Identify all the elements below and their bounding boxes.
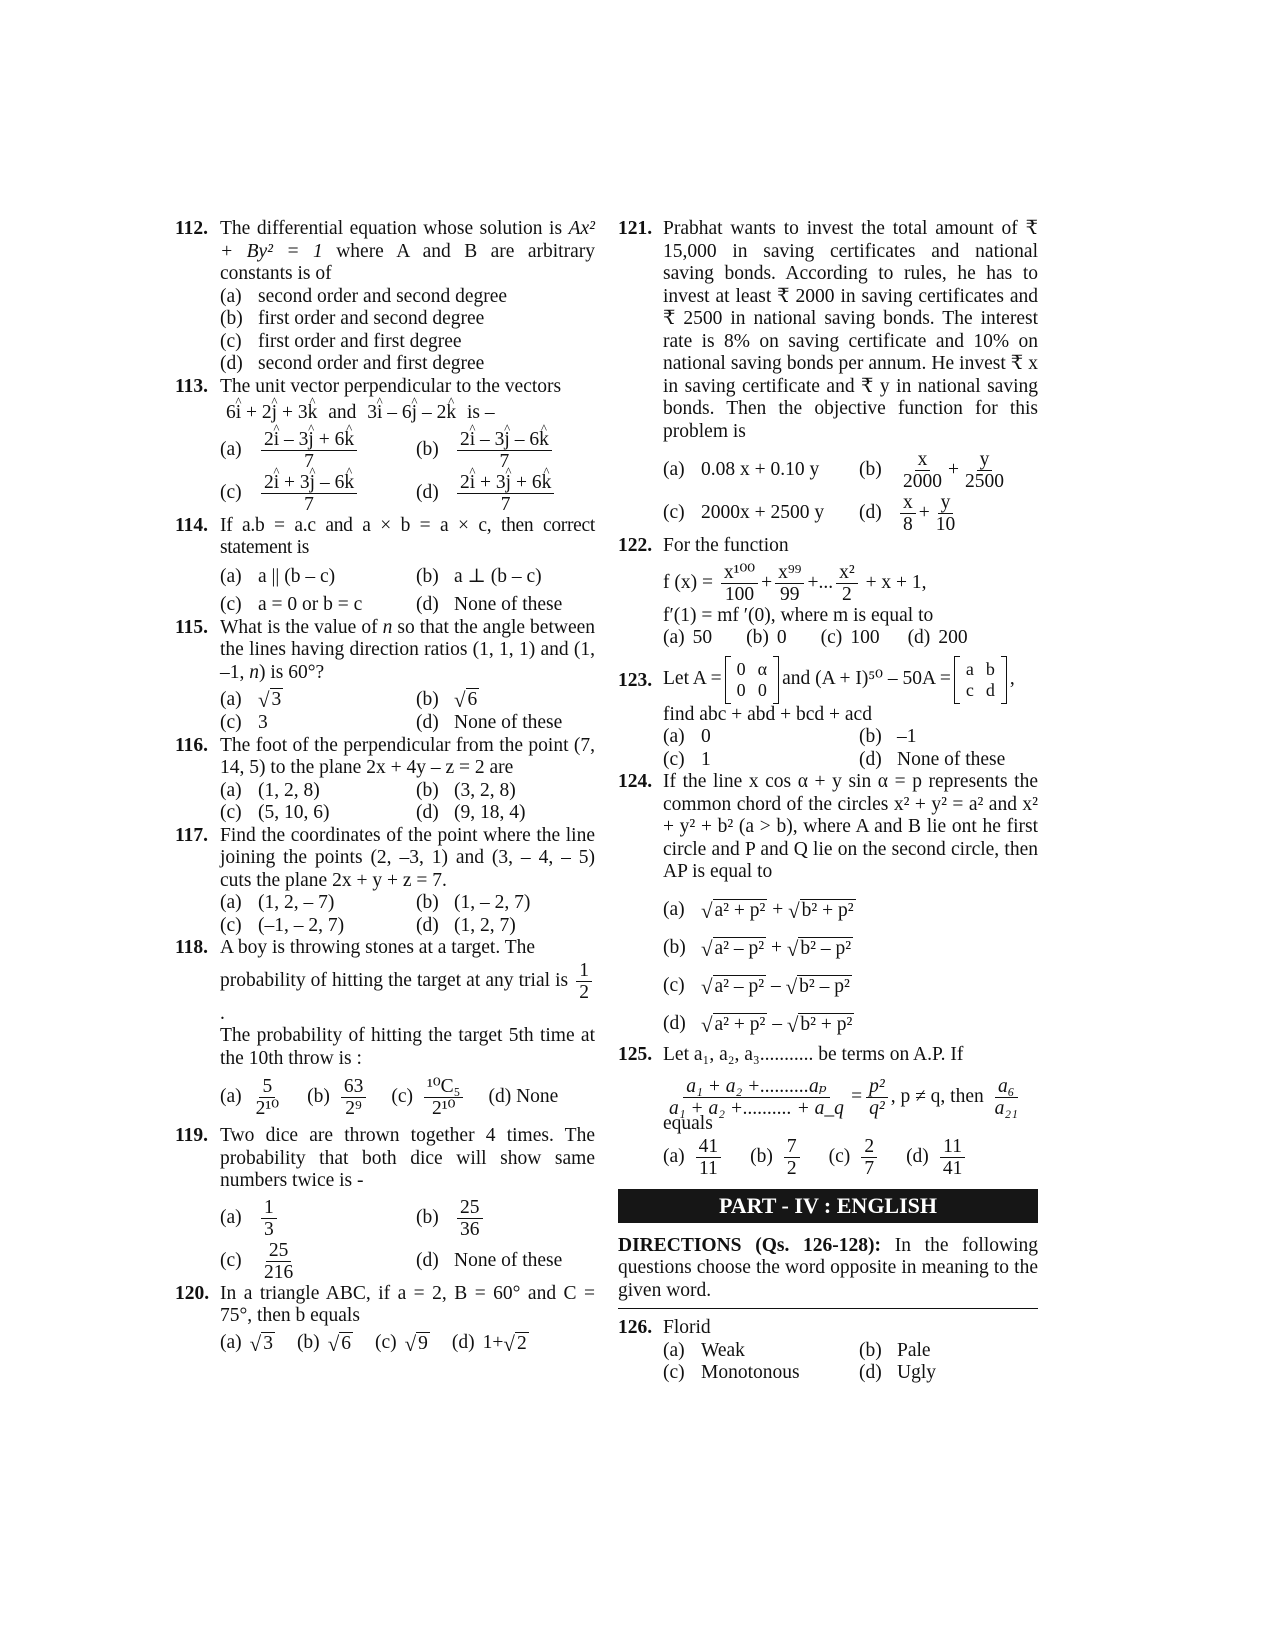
fraction: $\frac{2i \^{} - 3j \^{} - 6k \^{}}{7}$ xyxy=(457,429,552,472)
question-118 xyxy=(175,937,595,1119)
option[interactable]: (d) (9, 18, 4) xyxy=(416,802,526,823)
option[interactable]: (d) $\frac{x}{8}$ + $\frac{y}{10}$ xyxy=(859,492,1038,535)
option[interactable]: (b) √ 6 xyxy=(416,688,478,712)
option[interactable]: (c) a = 0 or b = c xyxy=(220,594,363,615)
fraction: $\frac{\text{¹⁰C₅}}{\text{2¹⁰}}$ xyxy=(424,1076,463,1119)
question-number: 124. xyxy=(618,771,653,792)
question-stem: The probability of hitting the target 5th time at the 10th throw is : xyxy=(220,1025,595,1069)
question-number: 115. xyxy=(175,616,209,638)
option[interactable]: (b) √ 6 xyxy=(296,1331,351,1356)
option[interactable]: (c) √ 9 xyxy=(374,1331,428,1356)
square-root: √ 3 xyxy=(258,688,282,712)
directions: DIRECTIONS (Qs. 126-128): In the following questions choose the word opposite in meaning to the given word. xyxy=(618,1234,1039,1301)
question-number: 116. xyxy=(175,734,209,756)
options-row xyxy=(220,1332,595,1356)
question-stem: Let a₁, a₂, a₃........... be terms on A.P. If xyxy=(663,1043,964,1065)
matrix-equation: Let A = 0 α 0 0 and (A + I)⁵⁰ – 50A = a b c d , xyxy=(663,656,1038,704)
square-root: √ 9 xyxy=(404,1331,428,1356)
fraction: $\frac{63}{\text{2⁹}}$ xyxy=(341,1076,367,1119)
option[interactable]: (c) 1 xyxy=(663,748,711,770)
question-113 xyxy=(175,376,595,515)
options-grid xyxy=(220,892,595,937)
question-116 xyxy=(175,735,595,825)
question-number: 121. xyxy=(618,218,653,239)
question-stem: f′(1) = mf ′(0), where m is equal to xyxy=(663,604,934,626)
question-stem: Florid xyxy=(663,1317,711,1338)
option[interactable]: (a) √ a² + p² + √ b² + p² xyxy=(663,898,854,923)
options-row xyxy=(663,1136,1038,1179)
question-stem: If the line x cos α + y sin α = p represents the common chord of the circles x² + y² = a² and x² + y² + b² (a > b), where A and B lie ont he first circle and P and Q lie on the second circle, then AP is equal to xyxy=(663,771,1038,882)
option[interactable]: (c) Monotonous xyxy=(663,1362,800,1383)
option[interactable]: (d) second order and first degree xyxy=(220,353,485,374)
question-120 xyxy=(175,1283,595,1356)
vector-pair: 6i ^ + 2j ^ + 3k ^ and 3i ^ – 6j ^ – 2k ^ is – xyxy=(226,402,595,425)
option[interactable]: (b) (1, – 2, 7) xyxy=(416,892,531,913)
left-column xyxy=(175,218,595,1356)
question-number: 112. xyxy=(175,218,209,239)
option[interactable]: (d) $\frac{11}{41}$ xyxy=(906,1136,968,1179)
question-121 xyxy=(618,218,1038,535)
option[interactable]: (b) $\frac{2i \^{} - 3j \^{} - 6k \^{}}{7}$ xyxy=(416,429,595,472)
option[interactable]: (a) 0.08 x + 0.10 y xyxy=(663,459,820,481)
question-stem: equals xyxy=(663,1113,713,1134)
equation: Ax² + By² = 1 xyxy=(220,218,595,262)
fraction: $\frac{1}{3}$ xyxy=(261,1197,277,1240)
option[interactable]: (b) –1 xyxy=(859,726,917,747)
option[interactable]: (b) $\frac{x}{2000}$ + $\frac{y}{2500}$ xyxy=(859,449,1038,492)
question-stem: The differential equation whose solution is Ax² + By² = 1 where A and B are arbitrary constants is of xyxy=(220,218,595,284)
fraction: $\frac{\text{p²}}{\text{q²}}$ xyxy=(866,1076,888,1119)
fraction: $\frac{x}{8}$ xyxy=(900,492,916,535)
square-root: √ b² – p² xyxy=(785,974,850,999)
option[interactable]: (c) $\frac{25}{216}$ xyxy=(220,1240,416,1283)
question-stem: probability of hitting the target at any trial is $\frac{1}{2}$ . xyxy=(220,960,595,1026)
option[interactable]: (b) $\frac{63}{\text{2⁹}}$ xyxy=(307,1076,369,1119)
square-root: √ 6 xyxy=(454,688,478,712)
option[interactable]: (d) None of these xyxy=(416,712,563,733)
option[interactable]: (d) 1+ √ 2 xyxy=(451,1331,527,1356)
options-grid xyxy=(663,726,1038,771)
fraction: $\frac{\text{a₆}}{\text{a₂₁}}$ xyxy=(994,1076,1018,1119)
question-126 xyxy=(618,1317,1038,1385)
options-grid xyxy=(220,429,595,515)
option[interactable]: (b) 0 xyxy=(746,627,787,648)
option[interactable]: (a) $\frac{41}{11}$ xyxy=(663,1136,724,1179)
option[interactable]: (c) 100 xyxy=(820,627,880,648)
option[interactable]: (a) √ 3 xyxy=(220,1331,273,1356)
fraction: $\frac{y}{2500}$ xyxy=(965,449,1004,492)
question-stem: The unit vector perpendicular to the vectors xyxy=(220,375,562,397)
question-125 xyxy=(618,1044,1038,1179)
option[interactable]: (c) $\frac{2i \^{} + 3j \^{} - 6k \^{}}{7}$ xyxy=(220,472,416,515)
fraction: $\frac{\text{x¹⁰⁰}}{100}$ xyxy=(721,562,758,605)
question-122 xyxy=(618,535,1038,650)
option[interactable]: (b) Pale xyxy=(859,1339,931,1361)
option[interactable]: (a) $\frac{2i \^{} - 3j \^{} + 6k \^{}}{7}$ xyxy=(220,429,416,472)
option[interactable]: (a) $\frac{5}{\text{2¹⁰}}$ xyxy=(220,1076,285,1119)
square-root: √ a² + p² xyxy=(701,1012,766,1037)
question-number: 122. xyxy=(618,535,653,556)
question-117 xyxy=(175,825,595,938)
option[interactable]: (a) (1, 2, – 7) xyxy=(220,892,335,913)
fraction: $\frac{\text{a₁ + a₂ +..........aₚ}}{\text{a₁ + a₂ +.......... + a\_q}}$ xyxy=(669,1076,844,1119)
question-number: 114. xyxy=(175,514,209,536)
divider xyxy=(618,1308,1038,1309)
option[interactable]: (d) 200 xyxy=(907,627,968,648)
fraction: $\frac{2i \^{} + 3j \^{} - 6k \^{}}{7}$ xyxy=(261,472,357,515)
fraction: $\frac{\text{x²}}{2}$ xyxy=(836,562,858,605)
question-stem: If a.b = a.c and a × b = a × c, then correct statement is xyxy=(220,514,595,558)
ratio-condition: $\frac{\text{a₁ + a₂ +..........aₚ}}{\text{a₁ + a₂ +.......... + a\_q}}$ = $\frac{\text{p²}}{\text{q²}}$ , p ≠ q, then $\frac{\text{a₆}}{\text{a₂₁}}$ xyxy=(663,1076,1038,1119)
question-stem: find abc + abd + bcd + acd xyxy=(663,703,872,725)
fraction: $\frac{y}{10}$ xyxy=(935,492,956,535)
option[interactable]: (c) √ a² – p² – √ b² – p² xyxy=(663,974,850,999)
option[interactable]: (d) $\frac{2i \^{} + 3j \^{} + 6k \^{}}{7}$ xyxy=(416,472,595,515)
option[interactable]: (b) a ⊥ (b – c) xyxy=(416,565,542,587)
question-number: 113. xyxy=(175,375,209,397)
options-row xyxy=(220,1076,595,1119)
option[interactable]: (d) None of these xyxy=(416,594,563,615)
question-119 xyxy=(175,1125,595,1283)
option[interactable]: (a) √ 3 xyxy=(220,688,282,712)
question-stem: Prabhat wants to invest the total amount of ₹ 15,000 in saving certificates and national saving bonds. According to rules, he has to invest at least ₹ 2000 in saving certificates and ₹ 2500 in national saving bonds. The interest rate is 8% on saving certificate and 10% on national saving bonds per annum. He invest ₹ x in saving certificate and ₹ y in national saving bonds. Then the objective function for this problem is xyxy=(663,218,1038,442)
square-root: √ 3 xyxy=(249,1331,273,1356)
option[interactable]: (a) 50 xyxy=(663,627,713,648)
option[interactable]: (d) Ugly xyxy=(859,1362,936,1383)
question-number: 123. xyxy=(618,669,653,691)
option[interactable]: (b) (3, 2, 8) xyxy=(416,779,516,801)
options-grid xyxy=(220,780,595,825)
option[interactable]: (d) None of these xyxy=(416,1249,563,1271)
square-root: √ b² + p² xyxy=(786,1012,853,1037)
square-root: √ b² – p² xyxy=(786,936,852,961)
fraction: $\frac{25}{216}$ xyxy=(264,1239,294,1283)
option[interactable]: (b) first order and second degree xyxy=(220,308,485,329)
question-number: 125. xyxy=(618,1043,653,1065)
question-stem: Find the coordinates of the point where the line joining the points (2, –3, 1) and (3, – 4, – 5) cuts the plane 2x + y + z = 7. xyxy=(220,824,595,891)
option[interactable]: (a) 0 xyxy=(663,726,711,747)
options-grid xyxy=(663,449,1038,535)
square-root: √ a² – p² xyxy=(701,936,765,961)
option[interactable]: (d) (1, 2, 7) xyxy=(416,914,516,936)
square-root: √ a² + p² xyxy=(701,898,766,923)
matrix-result: a b c d xyxy=(954,656,1007,704)
option[interactable]: (c) 2000x + 2500 y xyxy=(663,502,825,524)
option[interactable]: (c) (–1, – 2, 7) xyxy=(220,914,345,936)
question-114 xyxy=(175,515,595,617)
option[interactable]: (c) first order and first degree xyxy=(220,330,462,352)
options-grid xyxy=(220,688,595,735)
fraction: $\frac{11}{41}$ xyxy=(940,1136,966,1179)
option[interactable]: (a) a || (b – c) xyxy=(220,565,336,587)
question-stem: What is the value of n so that the angle between the lines having direction ratios (1, 1, 1) and (1, –1, n) is 60°? xyxy=(220,616,595,683)
options-grid xyxy=(220,566,595,617)
question-stem: The foot of the perpendicular from the point (7, 14, 5) to the plane 2x + 4y – z = 2 are xyxy=(220,734,595,778)
option[interactable]: (b) √ a² – p² + √ b² – p² xyxy=(663,936,852,961)
square-root: √ a² – p² xyxy=(701,974,765,999)
option[interactable]: (c) (5, 10, 6) xyxy=(220,802,330,823)
option[interactable]: (c) $\frac{2}{7}$ xyxy=(829,1136,880,1179)
fraction: $\frac{\text{x⁹⁹}}{99}$ xyxy=(775,562,804,605)
fraction: $\frac{2i \^{} + 3j \^{} + 6k \^{}}{7}$ xyxy=(457,472,554,515)
question-number: 126. xyxy=(618,1317,653,1338)
fraction: $\frac{7}{2}$ xyxy=(784,1136,800,1179)
question-number: 117. xyxy=(175,824,209,846)
matrix-a: 0 α 0 0 xyxy=(725,656,779,704)
fraction: $\frac{1}{2}$ xyxy=(576,960,592,1003)
question-stem: A boy is throwing stones at a target. The xyxy=(220,937,536,958)
question-115 xyxy=(175,617,595,735)
section-banner: PART - IV : ENGLISH xyxy=(618,1189,1038,1223)
option[interactable]: (a) second order and second degree xyxy=(220,285,508,307)
option[interactable]: (b) $\frac{7}{2}$ xyxy=(750,1136,803,1179)
square-root: √ b² + p² xyxy=(788,898,854,923)
right-column xyxy=(618,218,1038,1385)
options-grid xyxy=(220,1197,595,1283)
question-112 xyxy=(175,218,595,376)
fraction: $\frac{x}{2000}$ xyxy=(903,449,942,492)
question-123 xyxy=(618,656,1038,772)
option[interactable]: (d) √ a² + p² – √ b² + p² xyxy=(663,1012,853,1037)
option[interactable]: (b) $\frac{25}{36}$ xyxy=(416,1197,595,1240)
question-number: 118. xyxy=(175,937,209,958)
option[interactable]: (d) None xyxy=(488,1086,559,1108)
fraction: $\frac{5}{\text{2¹⁰}}$ xyxy=(255,1076,280,1119)
options-row xyxy=(663,627,1038,650)
square-root: √ 2 xyxy=(503,1331,527,1356)
square-root: √ 6 xyxy=(327,1331,351,1356)
option[interactable]: (d) None of these xyxy=(859,748,1006,770)
question-stem: Two dice are thrown together 4 times. The probability that both dice will show same numbers twice is - xyxy=(220,1125,595,1191)
fraction: $\frac{41}{11}$ xyxy=(696,1136,722,1179)
question-stem: For the function xyxy=(663,535,789,556)
function-definition: f (x) = $\frac{\text{x¹⁰⁰}}{100}$ + $\frac{\text{x⁹⁹}}{99}$ +... $\frac{\text{x²}}{2}$ + x + 1, xyxy=(663,561,927,605)
question-stem: In a triangle ABC, if a = 2, B = 60° and C = 75°, then b equals xyxy=(220,1282,595,1326)
option[interactable]: (a) Weak xyxy=(663,1339,745,1361)
options-grid xyxy=(663,1340,1038,1385)
fraction: $\frac{2i \^{} - 3j \^{} + 6k \^{}}{7}$ xyxy=(261,429,357,472)
question-124 xyxy=(618,771,1038,1044)
fraction: $\frac{25}{36}$ xyxy=(457,1197,483,1240)
option[interactable]: (c) $\frac{\text{¹⁰C₅}}{\text{2¹⁰}}$ xyxy=(391,1076,466,1119)
question-number: 119. xyxy=(175,1125,209,1146)
option[interactable]: (a) $\frac{1}{3}$ xyxy=(220,1197,416,1240)
option[interactable]: (a) (1, 2, 8) xyxy=(220,779,320,801)
fraction: $\frac{2}{7}$ xyxy=(861,1136,877,1179)
option[interactable]: (c) 3 xyxy=(220,712,268,733)
question-number: 120. xyxy=(175,1282,210,1304)
